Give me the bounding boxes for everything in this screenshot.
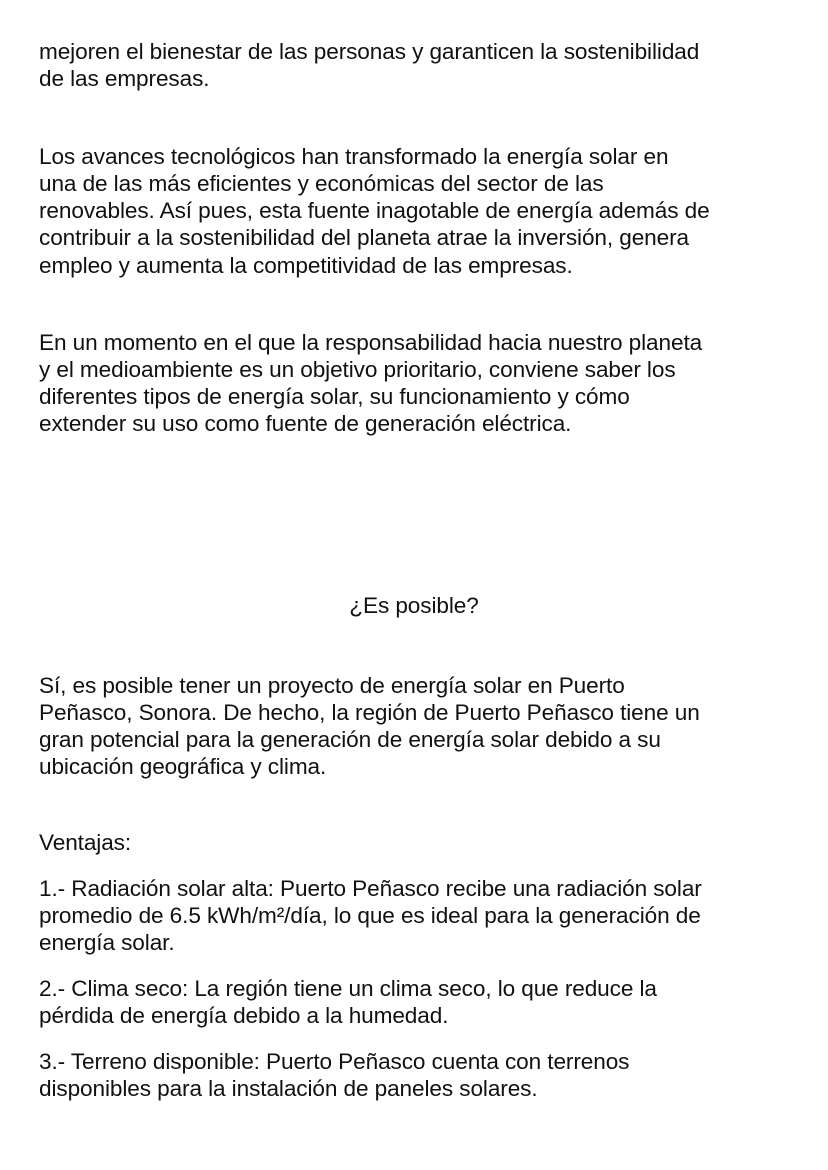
text-line: extender su uso como fuente de generación eléctrica.: [39, 411, 572, 436]
text-line: y el medioambiente es un objetivo prioritario, conviene saber los: [39, 357, 676, 382]
text-line: renovables. Así pues, esta fuente inagotable de energía además de: [39, 198, 710, 223]
text-line: Peñasco, Sonora. De hecho, la región de Puerto Peñasco tiene un: [39, 700, 700, 725]
advantages-label: Ventajas:: [39, 830, 132, 855]
text-line: mejoren el bienestar de las personas y garanticen la sostenibilidad: [39, 39, 700, 64]
text-line: disponibles para la instalación de paneles solares.: [39, 1076, 538, 1101]
text-line: En un momento en el que la responsabilidad hacia nuestro planeta: [39, 330, 703, 355]
text-line: de las empresas.: [39, 66, 210, 91]
text-line: ubicación geográfica y clima.: [39, 754, 327, 779]
text-line: empleo y aumenta la competitividad de las empresas.: [39, 253, 573, 278]
text-line: 3.- Terreno disponible: Puerto Peñasco cuenta con terrenos: [39, 1049, 630, 1074]
text-line: 1.- Radiación solar alta: Puerto Peñasco recibe una radiación solar: [39, 876, 702, 901]
section-heading: ¿Es posible?: [349, 593, 479, 618]
text-line: pérdida de energía debido a la humedad.: [39, 1003, 449, 1028]
text-line: energía solar.: [39, 930, 175, 955]
text-line: una de las más eficientes y económicas del sector de las: [39, 171, 604, 196]
text-line: contribuir a la sostenibilidad del planeta atrae la inversión, genera: [39, 225, 689, 250]
text-line: 2.- Clima seco: La región tiene un clima seco, lo que reduce la: [39, 976, 657, 1001]
text-line: Sí, es posible tener un proyecto de energía solar en Puerto: [39, 673, 625, 698]
text-line: gran potencial para la generación de energía solar debido a su: [39, 727, 661, 752]
text-line: promedio de 6.5 kWh/m²/día, lo que es ideal para la generación de: [39, 903, 701, 928]
text-line: diferentes tipos de energía solar, su funcionamiento y cómo: [39, 384, 630, 409]
text-line: Los avances tecnológicos han transformado la energía solar en: [39, 144, 669, 169]
